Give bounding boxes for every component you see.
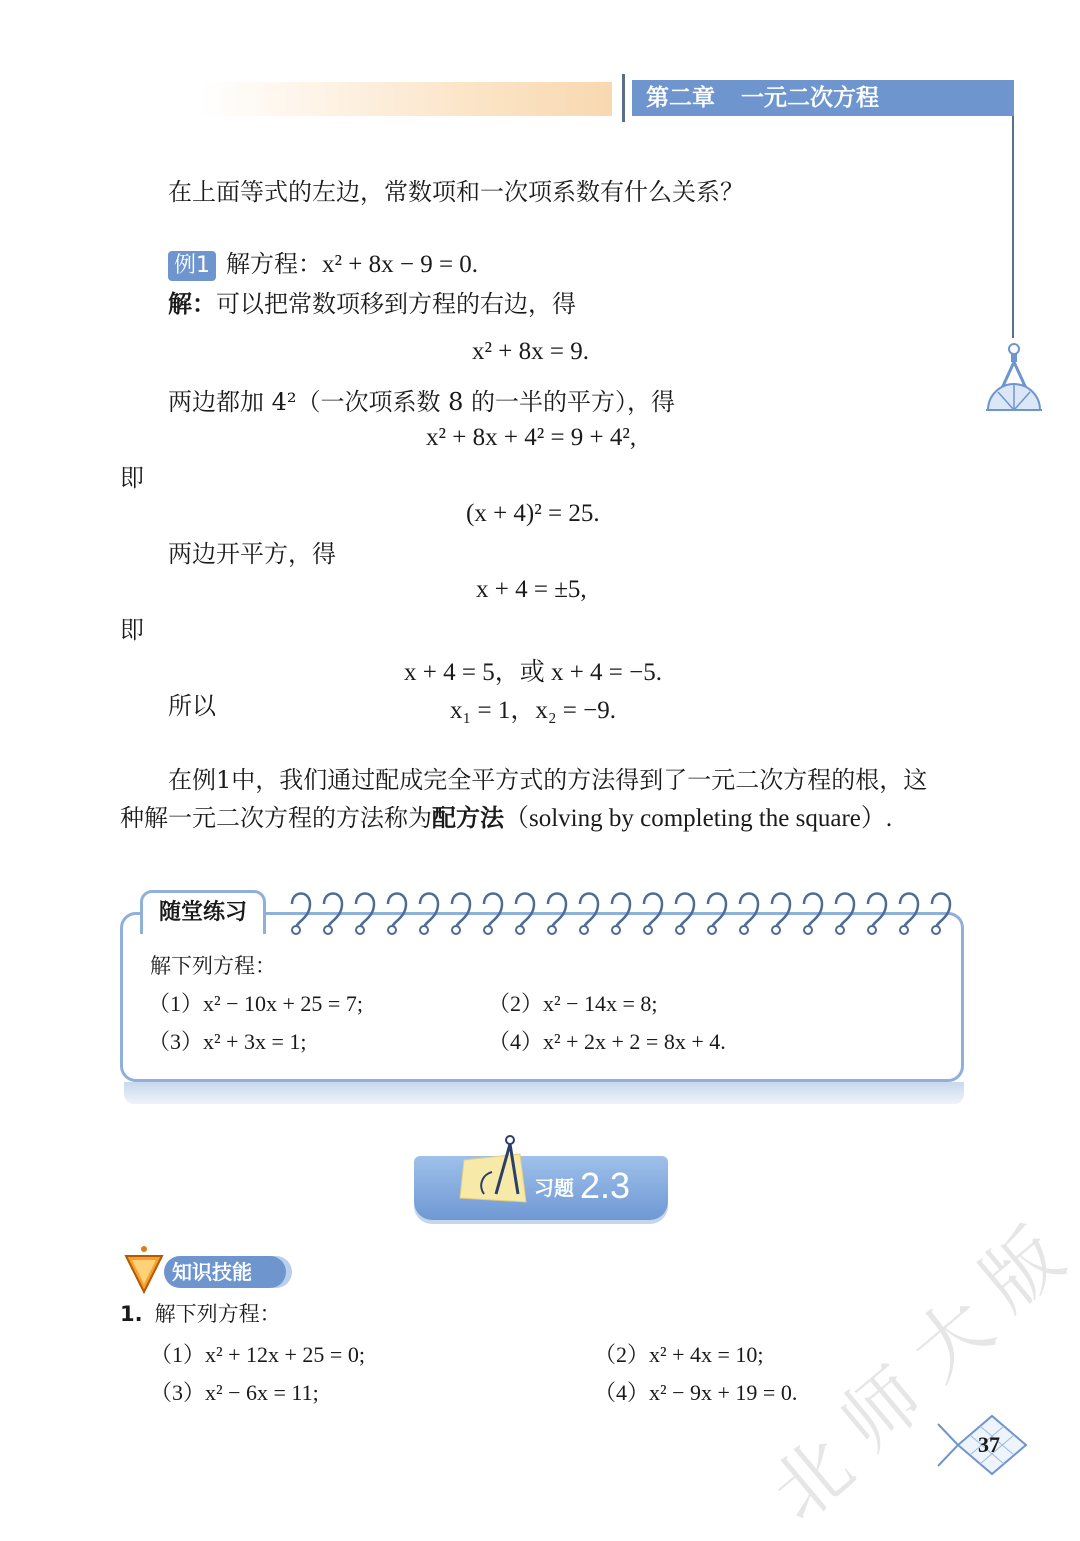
spiral-hole bbox=[708, 926, 716, 934]
step2-equation: x² + 8x + 4² = 9 + 4², bbox=[426, 424, 637, 451]
example-line bbox=[168, 248, 478, 281]
spiral-hole bbox=[740, 926, 748, 934]
spiral-hole bbox=[420, 926, 428, 934]
spiral-hole bbox=[644, 926, 652, 934]
solution-label: 解： bbox=[168, 290, 216, 318]
watermark-char-3: 大 bbox=[894, 1280, 1010, 1398]
spiral-ring bbox=[516, 894, 534, 929]
example-badge: 例1 bbox=[168, 251, 216, 281]
section-label: 知识技能 bbox=[164, 1256, 286, 1288]
spiral-hole bbox=[356, 926, 364, 934]
exercise-item-1: （1）x² + 12x + 25 = 0; bbox=[150, 1342, 365, 1367]
practice-item-4: （4）x² + 2x + 2 = 8x + 4. bbox=[488, 1029, 726, 1054]
method-term: 配方法 bbox=[432, 804, 504, 832]
watermark-char-1: 北 bbox=[754, 1420, 870, 1538]
summary-prefix: 种解一元二次方程的方法称为 bbox=[120, 804, 432, 832]
spiral-hole bbox=[772, 926, 780, 934]
spiral-hole bbox=[676, 926, 684, 934]
practice-item-1: （1）x² − 10x + 25 = 7; bbox=[148, 991, 363, 1016]
compass-note-icon bbox=[456, 1132, 536, 1212]
spiral-hole bbox=[836, 926, 844, 934]
question-number: 1. bbox=[120, 1302, 143, 1326]
step4-equation: x + 4 = ±5, bbox=[476, 576, 587, 603]
watermark-char-4: 版 bbox=[964, 1210, 1080, 1328]
question-1 bbox=[120, 1300, 281, 1328]
chapter-title: 一元二次方程 bbox=[741, 85, 879, 111]
spiral-ring bbox=[292, 894, 310, 929]
method-english: （solving by completing the square）. bbox=[504, 805, 893, 832]
spiral-hole bbox=[292, 926, 300, 934]
spiral-ring bbox=[324, 894, 342, 929]
spiral-hole bbox=[932, 926, 940, 934]
exercise-item-3: （3）x² − 6x = 11; bbox=[150, 1380, 319, 1405]
practice-tab: 随堂练习 bbox=[140, 890, 266, 934]
chapter-header bbox=[632, 80, 1014, 116]
example-prompt: 解方程： bbox=[226, 250, 322, 278]
spiral-binding-icon bbox=[282, 884, 952, 940]
compass-icon bbox=[984, 340, 1044, 416]
header-divider bbox=[622, 74, 625, 122]
step1-equation: x² + 8x = 9. bbox=[472, 338, 589, 365]
spiral-hole bbox=[900, 926, 908, 934]
example-equation: x² + 8x − 9 = 0. bbox=[322, 251, 479, 278]
exercise-number: 2.3 bbox=[580, 1165, 631, 1206]
solution-line bbox=[168, 288, 576, 320]
spiral-ring bbox=[804, 894, 822, 929]
spiral-hole bbox=[580, 926, 588, 934]
spiral-ring bbox=[676, 894, 694, 929]
step5-equation: x + 4 = 5，或 x + 4 = −5. bbox=[404, 659, 662, 686]
solution-text: 可以把常数项移到方程的右边，得 bbox=[216, 290, 576, 318]
spiral-ring bbox=[484, 894, 502, 929]
spiral-hole bbox=[804, 926, 812, 934]
spiral-hole bbox=[452, 926, 460, 934]
exercise-label: 习题 bbox=[534, 1176, 574, 1200]
suoyi-label: 所以 bbox=[168, 692, 216, 720]
spiral-ring bbox=[708, 894, 726, 929]
spiral-ring bbox=[644, 894, 662, 929]
spiral-hole bbox=[868, 926, 876, 934]
spiral-ring bbox=[900, 894, 918, 929]
spiral-hole bbox=[548, 926, 556, 934]
spiral-hole bbox=[516, 926, 524, 934]
step4-text: 两边开平方，得 bbox=[168, 540, 336, 568]
ji-label-1: 即 bbox=[120, 464, 144, 492]
spiral-hole bbox=[612, 926, 620, 934]
summary-line-2 bbox=[120, 802, 892, 835]
spiral-ring bbox=[868, 894, 886, 929]
exercise-item-4: （4）x² − 9x + 19 = 0. bbox=[594, 1380, 798, 1405]
question-text: 解下列方程： bbox=[154, 1302, 281, 1326]
spiral-hole bbox=[388, 926, 396, 934]
practice-item-3: （3）x² + 3x = 1; bbox=[148, 1029, 307, 1054]
margin-line bbox=[1012, 116, 1014, 338]
header-decor-band bbox=[200, 82, 612, 116]
ji-label-2: 即 bbox=[120, 616, 144, 644]
chapter-number: 第二章 bbox=[646, 85, 715, 111]
spiral-ring bbox=[548, 894, 566, 929]
step2-text: 两边都加 4²（一次项系数 8 的一半的平方），得 bbox=[168, 388, 676, 416]
spiral-ring bbox=[452, 894, 470, 929]
result-equation: x₁ = 1，x₂ = −9. bbox=[450, 697, 616, 724]
spiral-ring bbox=[740, 894, 758, 929]
spiral-ring bbox=[420, 894, 438, 929]
spiral-ring bbox=[932, 894, 950, 929]
spiral-ring bbox=[612, 894, 630, 929]
spiral-ring bbox=[836, 894, 854, 929]
spiral-hole bbox=[484, 926, 492, 934]
exercise-item-2: （2）x² + 4x = 10; bbox=[594, 1342, 764, 1367]
triangle-pennant-icon bbox=[124, 1244, 164, 1294]
intro-question: 在上面等式的左边，常数项和一次项系数有什么关系？ bbox=[168, 178, 744, 206]
step3-equation: (x + 4)² = 25. bbox=[466, 500, 600, 527]
spiral-ring bbox=[580, 894, 598, 929]
spiral-ring bbox=[388, 894, 406, 929]
spiral-ring bbox=[356, 894, 374, 929]
spiral-hole bbox=[324, 926, 332, 934]
spiral-ring bbox=[772, 894, 790, 929]
practice-item-2: （2）x² − 14x = 8; bbox=[488, 991, 658, 1016]
summary-line-1: 在例1中，我们通过配成完全平方式的方法得到了一元二次方程的根，这 bbox=[168, 766, 928, 794]
practice-box-shadow bbox=[124, 1082, 964, 1104]
page-number: 37 bbox=[978, 1432, 1000, 1457]
practice-instruction: 解下列方程： bbox=[150, 954, 276, 978]
watermark-char-2: 师 bbox=[824, 1350, 940, 1468]
watermark bbox=[754, 1210, 1080, 1538]
